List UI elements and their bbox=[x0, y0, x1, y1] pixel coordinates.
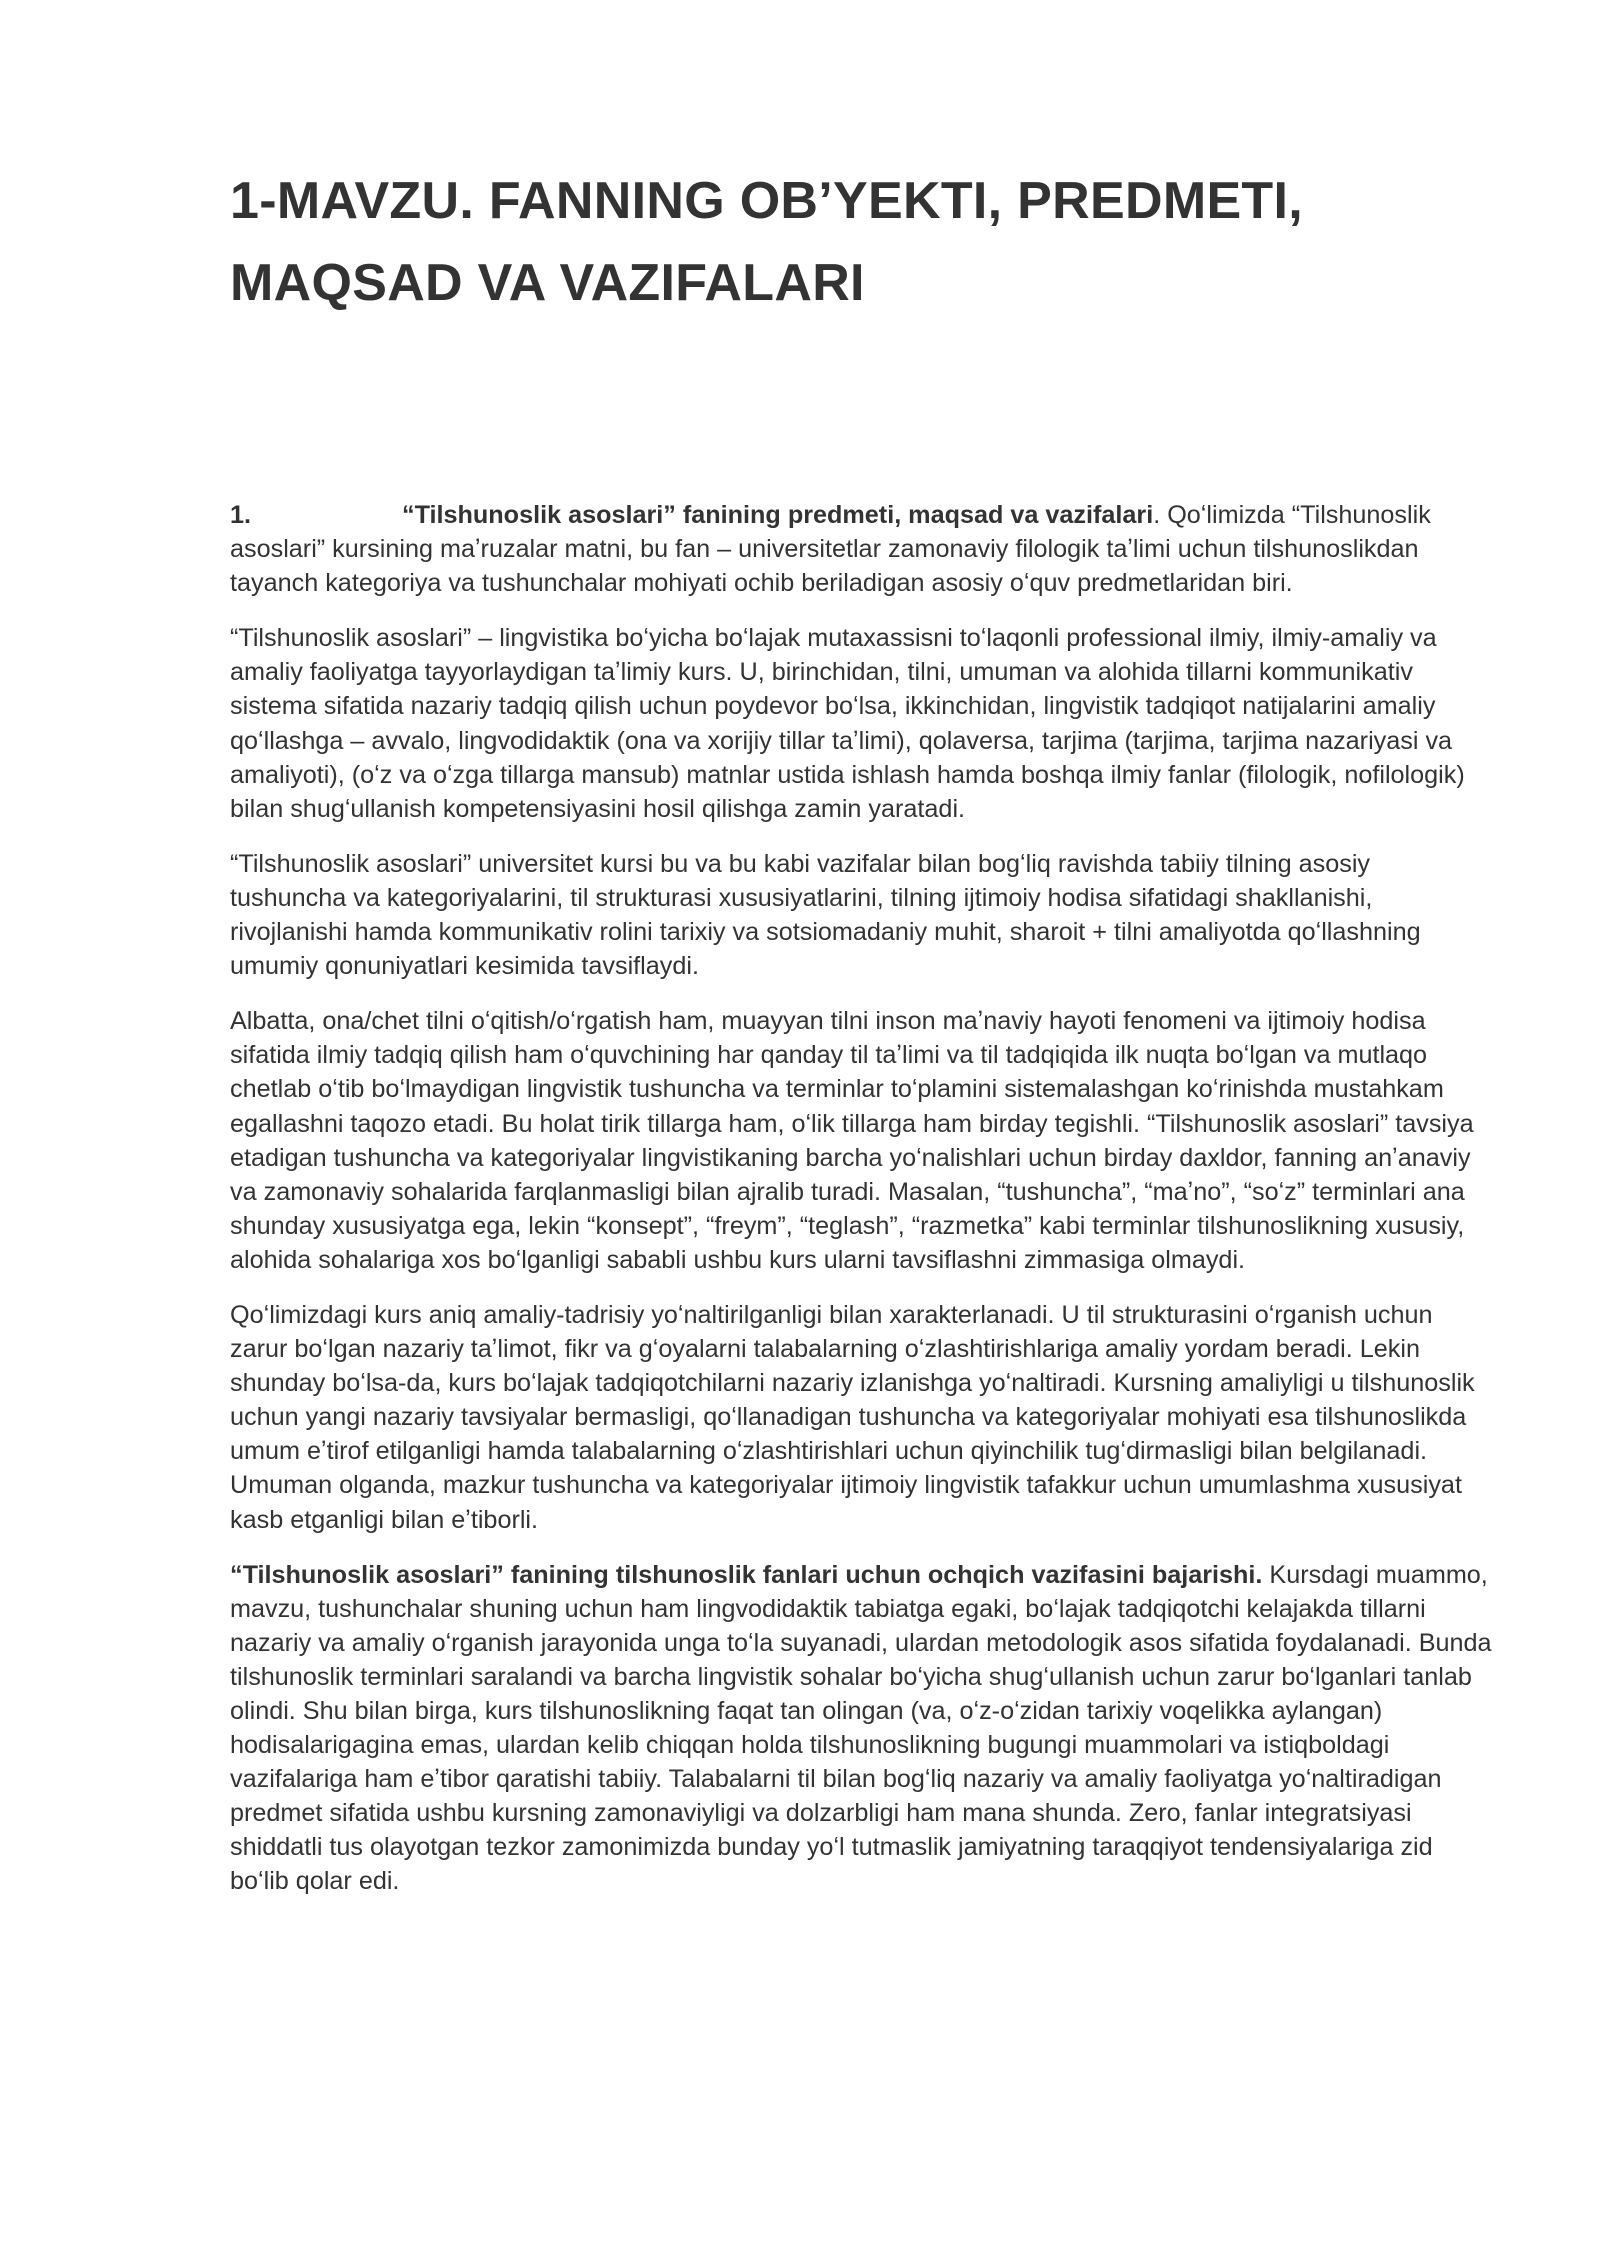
page-title bbox=[230, 160, 1492, 324]
document-body bbox=[230, 498, 1492, 1920]
section-heading: “Tilshunoslik asoslari” fanining predmeti, maqsad va vazifalari bbox=[402, 501, 1154, 529]
section-heading: “Tilshunoslik asoslari” fanining tilshunoslik fanlari uchun ochqich vazifasini bajarishi. bbox=[230, 1560, 1263, 1589]
paragraph-3: “Tilshunoslik asoslari” universitet kursi bu va bu kabi vazifalar bilan bogʻliq ravishda tabiiy tilning asosiy tushuncha va kategoriyalarini, til strukturasi xususiyatlarini, tilning ijtimoiy hodisa sifatidagi shakllanishi, rivojlanishi hamda kommunikativ rolini tarixiy va sotsiomadaniy muhit, sharoit + tilni amaliyotda qoʻllashning umumiy qonuniyatlari kesimida tavsiflaydi. bbox=[230, 849, 1421, 981]
paragraph-text: . Qoʻlimizda “Tilshunoslik asoslari” kursining maʼruzalar matni, bu fan – universitetlar zamonaviy filologik taʼlimi uchun tilshunoslikdan tayanch kategoriya va tushunchalar mohiyati ochib beriladigan asosiy oʻquv predmetlaridan biri. bbox=[230, 501, 1431, 598]
paragraph-4: Albatta, ona/chet tilni oʻqitish/oʻrgatish ham, muayyan tilni inson maʼnaviy hayoti fenomeni va ijtimoiy hodisa sifatida ilmiy tadqiq qilish ham oʻquvchining har qanday til taʼlimi va til tadqiqida ilk nuqta boʻlgan va mutlaqo chetlab oʻtib boʻlmaydigan lingvistik tushuncha va terminlar toʻplamini sistemalashgan koʻrinishda mustahkam egallashni taqozo etadi. Bu holat tirik tillarga ham, oʻlik tillarga ham birday tegishli. “Tilshunoslik asoslari” tavsiya etadigan tushuncha va kategoriyalar lingvistikaning barcha yoʻnalishlari uchun birday daxldor, fanning anʼanaviy va zamonaviy sohalarida farqlanmasligi bilan ajralib turadi. Masalan, “tushuncha”, “maʼno”, “soʻz” terminlari ana shunday xususiyatga ega, lekin “konsept”, “freym”, “teglash”, “razmetka” kabi terminlar tilshunoslikning xususiy, alohida sohalariga xos boʻlganligi sababli ushbu kurs ularni tavsiflashni zimmasiga olmaydi. bbox=[230, 1007, 1474, 1274]
page-title-line-2: MAQSAD VA VAZIFALARI bbox=[230, 254, 865, 312]
page-title-line-1: 1-MAVZU. FANNING OB’YEKTI, PREDMETI, bbox=[230, 172, 1303, 230]
title-block bbox=[230, 160, 1492, 324]
paragraph-5: Qoʻlimizdagi kurs aniq amaliy-tadrisiy yoʻnaltirilganligi bilan xarakterlanadi. U til strukturasini oʻrganish uchun zarur boʻlgan nazariy taʼlimot, fikr va gʻoyalarni talabalarning oʻzlashtirishlariga amaliy yordam beradi. Lekin shunday boʻlsa-da, kurs boʻlajak tadqiqotchilarni nazariy izlanishga yoʻnaltiradi. Kursning amaliyligi u tilshunoslik uchun yangi nazariy tavsiyalar bermasligi, qoʻllanadigan tushuncha va kategoriyalar mohiyati esa tilshunoslikda umum eʼtirof etilganligi hamda talabalarning oʻzlashtirishlari uchun qiyinchilik tugʻdirmasligi bilan belgilanadi. Umuman olganda, mazkur tushuncha va kategoriyalar ijtimoiy lingvistik tafakkur uchun umumlashma xususiyat kasb etganligi bilan eʼtiborli. bbox=[230, 1300, 1475, 1534]
paragraph-6 bbox=[230, 1558, 1492, 1899]
paragraph-text: Kursdagi muammo, mavzu, tushunchalar shuning uchun ham lingvodidaktik tabiatga egaki, boʻlajak tadqiqotchi kelajakda tillarni nazariy va amaliy oʻrganish jarayonida unga toʻla suyanadi, ulardan metodologik asos sifatida foydalanadi. Bunda tilshunoslik terminlari saralandi va barcha lingvistik sohalar boʻyicha shugʻullanish uchun zarur boʻlganlari tanlab olindi. Shu bilan birga, kurs tilshunoslikning faqat tan olingan (va, oʻz-oʻzidan tarixiy voqelikka aylangan) hodisalarigagina emas, ulardan kelib chiqqan holda tilshunoslikning bugungi muammolari va istiqboldagi vazifalariga ham eʼtibor qaratishi tabiiy. Talabalarni til bilan bogʻliq nazariy va amaliy faoliyatga yoʻnaltiradigan predmet sifatida ushbu kursning zamonaviyligi va dolzarbligi ham mana shunda. Zero, fanlar integratsiyasi shiddatli tus olayotgan tezkor zamonimizda bunday yoʻl tutmaslik jamiyatning taraqqiyot tendensiyalariga zid boʻlib qolar edi. bbox=[230, 1560, 1492, 1896]
paragraph-1 bbox=[230, 498, 1492, 600]
paragraph-2: “Tilshunoslik asoslari” – lingvistika boʻyicha boʻlajak mutaxassisni toʻlaqonli professional ilmiy, ilmiy-amaliy va amaliy faoliyatga tayyorlaydigan taʼlimiy kurs. U, birinchidan, tilni, umuman va alohida tillarni kommunikativ sistema sifatida nazariy tadqiq qilish uchun poydevor boʻlsa, ikkinchidan, lingvistik tadqiqot natijalarini amaliy qoʻllashga – avvalo, lingvodidaktik (ona va xorijiy tillar taʼlimi), qolaversa, tarjima (tarjima, tarjima nazariyasi va amaliyoti), (oʻz va oʻzga tillarga mansub) matnlar ustida ishlash hamda boshqa ilmiy fanlar (filologik, nofilologik) bilan shugʻullanish kompetensiyasini hosil qilishga zamin yaratadi. bbox=[230, 624, 1465, 823]
section-number: 1. bbox=[230, 501, 252, 529]
